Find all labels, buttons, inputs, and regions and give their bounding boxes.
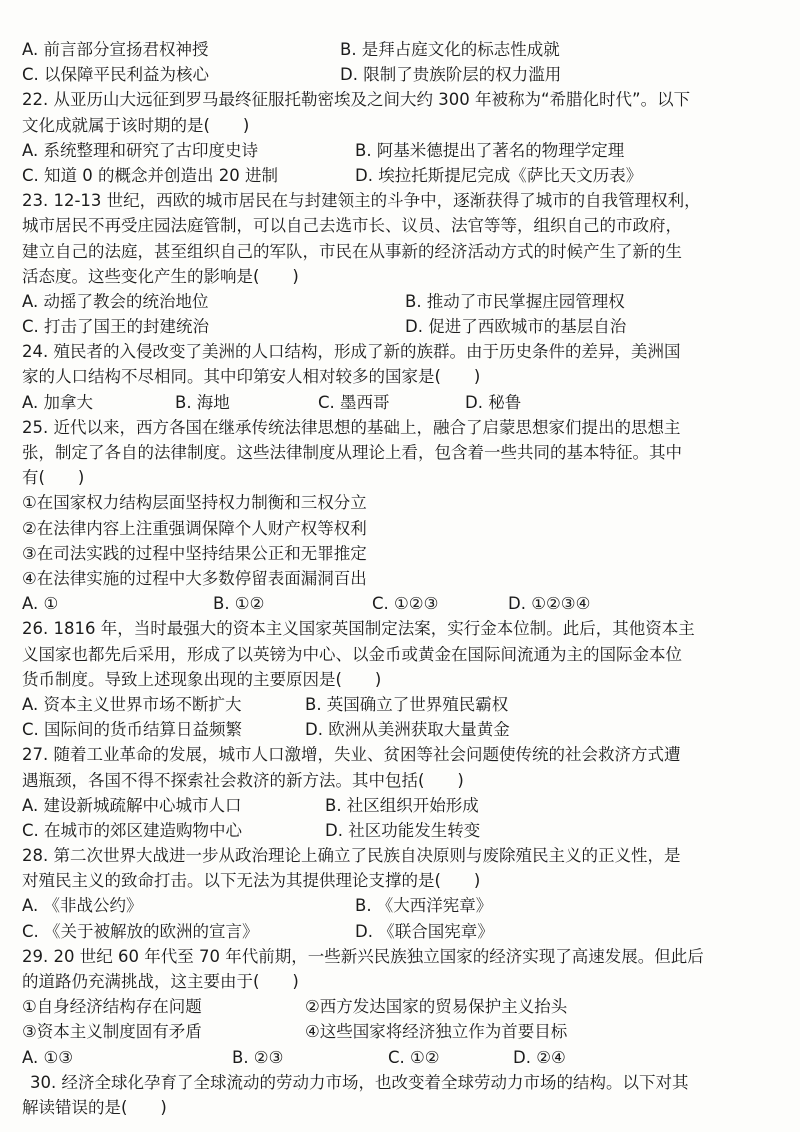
q26-stem-line-1: 26. 1816 年，当时最强大的资本主义国家英国制定法案，实行金本位制。此后，其他资本主 bbox=[22, 619, 695, 638]
q27-option-d: D. 社区功能发生转变 bbox=[325, 821, 481, 840]
q29-item-2: ②西方发达国家的贸易保护主义抬头 bbox=[305, 997, 568, 1016]
q25-option-c: C. ①②③ bbox=[372, 594, 439, 613]
q21-option-c: C. 以保障平民利益为核心 bbox=[22, 65, 210, 84]
q23-option-b: B. 推动了市民掌握庄园管理权 bbox=[405, 292, 625, 311]
q23-stem-line-2: 城市居民不再受庄园法庭管制，可以自己去选市长、议员、法官等等，组织自己的市政府， bbox=[22, 216, 682, 235]
q29-option-b: B. ②③ bbox=[232, 1048, 284, 1067]
q29-option-a: A. ①③ bbox=[22, 1048, 74, 1067]
q25-option-b: B. ①② bbox=[213, 594, 265, 613]
q25-item-1: ①在国家权力结构层面坚持权力制衡和三权分立 bbox=[22, 493, 367, 512]
q27-option-c: C. 在城市的郊区建造购物中心 bbox=[22, 821, 243, 840]
q24-option-c: C. 墨西哥 bbox=[318, 393, 390, 412]
q23-option-d: D. 促进了西欧城市的基层自治 bbox=[405, 317, 627, 336]
q23-stem-line-3: 建立自己的法庭，甚至组织自己的军队，市民在从事新的经济活动方式的时候产生了新的生 bbox=[22, 242, 682, 261]
q28-option-d: D. 《联合国宪章》 bbox=[355, 922, 494, 941]
q24-option-d: D. 秘鲁 bbox=[465, 393, 522, 412]
q29-option-c: C. ①② bbox=[388, 1048, 440, 1067]
q30-stem-line-1: 30. 经济全球化孕育了全球流动的劳动力市场，也改变着全球劳动力市场的结构。以下对其 bbox=[30, 1073, 689, 1092]
q26-option-a: A. 资本主义世界市场不断扩大 bbox=[22, 695, 242, 714]
q26-stem-line-3: 货币制度。导致上述现象出现的主要原因是( ) bbox=[22, 670, 382, 689]
q22-stem-line-1: 22. 从亚历山大远征到罗马最终征服托勒密埃及之间大约 300 年被称为“希腊化时代”。以下 bbox=[22, 90, 691, 109]
q21-option-d: D. 限制了贵族阶层的权力滥用 bbox=[340, 65, 562, 84]
q26-option-d: D. 欧洲从美洲获取大量黄金 bbox=[305, 720, 510, 739]
q21-option-a: A. 前言部分宣扬君权神授 bbox=[22, 40, 209, 59]
q22-option-b: B. 阿基米德提出了著名的物理学定理 bbox=[355, 141, 625, 160]
q23-option-c: C. 打击了国王的封建统治 bbox=[22, 317, 210, 336]
q23-stem-line-4: 活态度。这些变化产生的影响是( ) bbox=[22, 267, 299, 286]
q25-option-a: A. ① bbox=[22, 594, 59, 613]
q29-item-3: ③资本主义制度固有矛盾 bbox=[22, 1022, 202, 1041]
q24-option-a: A. 加拿大 bbox=[22, 393, 93, 412]
q28-stem-line-2: 对殖民主义的致命打击。以下无法为其提供理论支撑的是( ) bbox=[22, 871, 481, 890]
q26-option-b: B. 英国确立了世界殖民霸权 bbox=[305, 695, 509, 714]
q22-option-c: C. 知道 0 的概念并创造出 20 进制 bbox=[22, 166, 278, 185]
q27-option-b: B. 社区组织开始形成 bbox=[325, 796, 479, 815]
q25-item-4: ④在法律实施的过程中大多数停留表面漏洞百出 bbox=[22, 569, 367, 588]
q29-option-d: D. ②④ bbox=[513, 1048, 566, 1067]
q30-stem-line-2: 解读错误的是( ) bbox=[22, 1098, 167, 1117]
q25-stem-line-1: 25. 近代以来，西方各国在继承传统法律思想的基础上，融合了启蒙思想家们提出的思想主 bbox=[22, 418, 681, 437]
q28-stem-line-1: 28. 第二次世界大战进一步从政治理论上确立了民族自决原则与废除殖民主义的正义性，是 bbox=[22, 846, 681, 865]
q25-item-3: ③在司法实践的过程中坚持结果公正和无罪推定 bbox=[22, 544, 367, 563]
q28-option-b: B. 《大西洋宪章》 bbox=[355, 896, 493, 915]
q26-option-c: C. 国际间的货币结算日益频繁 bbox=[22, 720, 243, 739]
q25-stem-line-2: 张，制定了各自的法律制度。这些法律制度从理论上看，包含着一些共同的基本特征。其中 bbox=[22, 443, 682, 462]
q24-stem-line-1: 24. 殖民者的入侵改变了美洲的人口结构，形成了新的族群。由于历史条件的差异，美洲国 bbox=[22, 342, 681, 361]
q25-item-2: ②在法律内容上注重强调保障个人财产权等权利 bbox=[22, 519, 367, 538]
q29-stem-line-2: 的道路仍充满挑战，这主要由于( ) bbox=[22, 972, 299, 991]
q27-stem-line-1: 27. 随着工业革命的发展，城市人口激增，失业、贫困等社会问题使传统的社会救济方式遭 bbox=[22, 745, 681, 764]
q28-option-c: C. 《关于被解放的欧洲的宣言》 bbox=[22, 922, 259, 941]
q24-option-b: B. 海地 bbox=[175, 393, 230, 412]
q23-stem-line-1: 23. 12-13 世纪，西欧的城市居民在与封建领主的斗争中，逐渐获得了城市的自我管理权利， bbox=[22, 191, 701, 210]
q22-option-d: D. 埃拉托斯提尼完成《萨比天文历表》 bbox=[355, 166, 643, 185]
q27-option-a: A. 建设新城疏解中心城市人口 bbox=[22, 796, 242, 815]
q25-option-d: D. ①②③④ bbox=[508, 594, 591, 613]
q25-stem-line-3: 有( ) bbox=[22, 468, 85, 487]
q22-stem-line-2: 文化成就属于该时期的是( ) bbox=[22, 116, 250, 135]
q29-stem-line-1: 29. 20 世纪 60 年代至 70 年代前期，一些新兴民族独立国家的经济实现了高速发展。但此后 bbox=[22, 947, 704, 966]
q22-option-a: A. 系统整理和研究了古印度史诗 bbox=[22, 141, 258, 160]
q23-option-a: A. 动摇了教会的统治地位 bbox=[22, 292, 209, 311]
q28-option-a: A. 《非战公约》 bbox=[22, 896, 143, 915]
q27-stem-line-2: 遇瓶颈，各国不得不探索社会救济的新方法。其中包括( ) bbox=[22, 771, 464, 790]
q26-stem-line-2: 义国家也都先后采用，形成了以英镑为中心、以金币或黄金在国际间流通为主的国际金本位 bbox=[22, 645, 682, 664]
q24-stem-line-2: 家的人口结构不尽相同。其中印第安人相对较多的国家是( ) bbox=[22, 367, 481, 386]
q29-item-4: ④这些国家将经济独立作为首要目标 bbox=[305, 1022, 568, 1041]
q21-option-b: B. 是拜占庭文化的标志性成就 bbox=[340, 40, 560, 59]
q29-item-1: ①自身经济结构存在问题 bbox=[22, 997, 202, 1016]
